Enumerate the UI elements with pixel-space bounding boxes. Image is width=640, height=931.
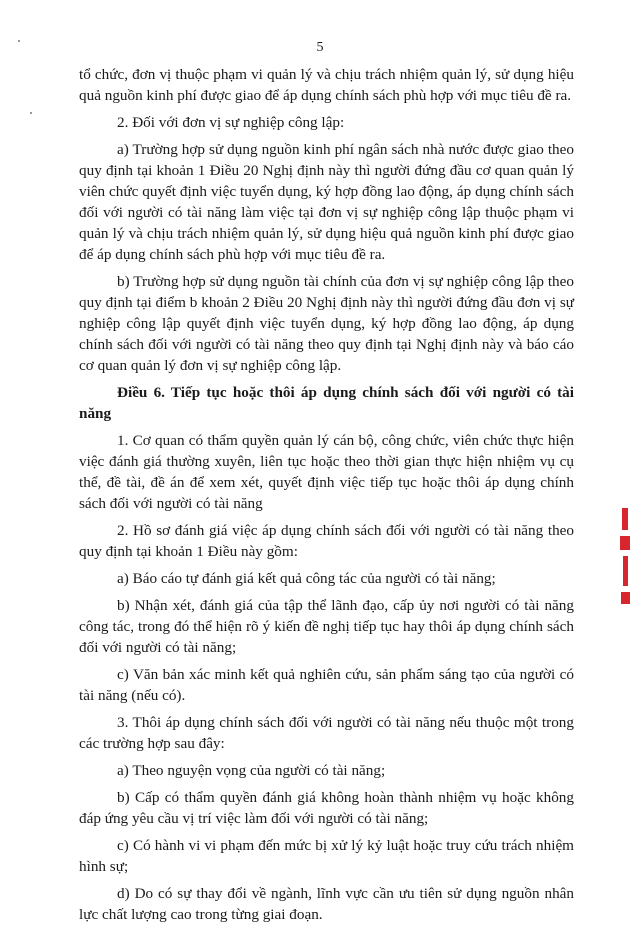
paragraph-clause-2c: c) Văn bản xác minh kết quả nghiên cứu, sản phẩm sáng tạo của người có tài năng (nếu có). bbox=[79, 666, 574, 704]
article-heading: Điều 6. Tiếp tục hoặc thôi áp dụng chính sách đối với người có tài năng bbox=[79, 384, 574, 422]
seal-mark bbox=[621, 592, 630, 604]
paragraph-clause-1: 1. Cơ quan có thẩm quyền quản lý cán bộ, công chức, viên chức thực hiện việc đánh giá thường xuyên, liên tục hoặc theo thời gian thực hiện nhiệm vụ cụ thể, đề tài, đề án để xem xét, quyết định việc tiếp tục hoặc thôi áp dụng chính sách đối với người có tài năng bbox=[79, 432, 574, 512]
scan-speck bbox=[30, 112, 32, 114]
paragraph-clause-3c: c) Có hành vi vi phạm đến mức bị xử lý kỷ luật hoặc truy cứu trách nhiệm hình sự; bbox=[79, 837, 574, 875]
paragraph-clause-2b: b) Nhận xét, đánh giá của tập thể lãnh đạo, cấp ủy nơi người có tài năng công tác, trong đó thể hiện rõ ý kiến đề nghị tiếp tục hay thôi áp dụng chính sách đối với người có tài năng; bbox=[79, 597, 574, 656]
paragraph-clause-2a: a) Báo cáo tự đánh giá kết quả công tác của người có tài năng; bbox=[117, 570, 496, 587]
paragraph-clause-2: 2. Hồ sơ đánh giá việc áp dụng chính sách đối với người có tài năng theo quy định tại khoản 1 Điều này gồm: bbox=[79, 522, 574, 560]
page-number: 5 bbox=[316, 40, 324, 55]
seal-mark bbox=[623, 556, 628, 586]
seal-mark bbox=[620, 536, 630, 550]
paragraph-clause-3b: b) Cấp có thẩm quyền đánh giá không hoàn thành nhiệm vụ hoặc không đáp ứng yêu cầu vị trí việc làm đối với người có tài năng; bbox=[79, 789, 574, 827]
paragraph-item-2: 2. Đối với đơn vị sự nghiệp công lập: bbox=[117, 114, 345, 131]
paragraph-item-2b: b) Trường hợp sử dụng nguồn tài chính của đơn vị sự nghiệp công lập theo quy định tại điểm b khoản 2 Điều 20 Nghị định này thì người đứng đầu đơn vị sự nghiệp công lập quyết định việc tuyển dụng, ký hợp đồng lao động, áp dụng chính sách đối với người có tài năng theo quy định tại Nghị định này và báo cáo cơ quan quản lý đơn vị sự nghiệp công lập. bbox=[79, 273, 574, 374]
paragraph-clause-3d: d) Do có sự thay đổi về ngành, lĩnh vực cần ưu tiên sử dụng nguồn nhân lực chất lượng cao trong từng giai đoạn. bbox=[79, 885, 574, 923]
red-seal-stamp bbox=[618, 508, 634, 628]
seal-mark bbox=[622, 508, 628, 530]
paragraph-clause-3: 3. Thôi áp dụng chính sách đối với người có tài năng nếu thuộc một trong các trường hợp sau đây: bbox=[79, 714, 574, 752]
paragraph-item-2a: a) Trường hợp sử dụng nguồn kinh phí ngân sách nhà nước được giao theo quy định tại khoản 1 Điều 20 Nghị định này thì người đứng đầu cơ quan quản lý viên chức quyết định việc tuyển dụng, ký hợp đồng lao động, áp dụng chính sách đối với người có tài năng làm việc tại đơn vị sự nghiệp công lập thuộc phạm vi quản lý và chịu trách nhiệm quản lý, sử dụng hiệu quả nguồn kinh phí được giao để áp dụng chính sách phù hợp với mục tiêu đề ra. bbox=[79, 141, 574, 263]
paragraph-clause-3a: a) Theo nguyện vọng của người có tài năng; bbox=[117, 762, 386, 779]
paragraph-continuation: tổ chức, đơn vị thuộc phạm vi quản lý và chịu trách nhiệm quản lý, sử dụng hiệu quả nguồn kinh phí được giao để áp dụng chính sách phù hợp với mục tiêu đề ra. bbox=[79, 66, 574, 104]
document-body bbox=[79, 64, 574, 931]
